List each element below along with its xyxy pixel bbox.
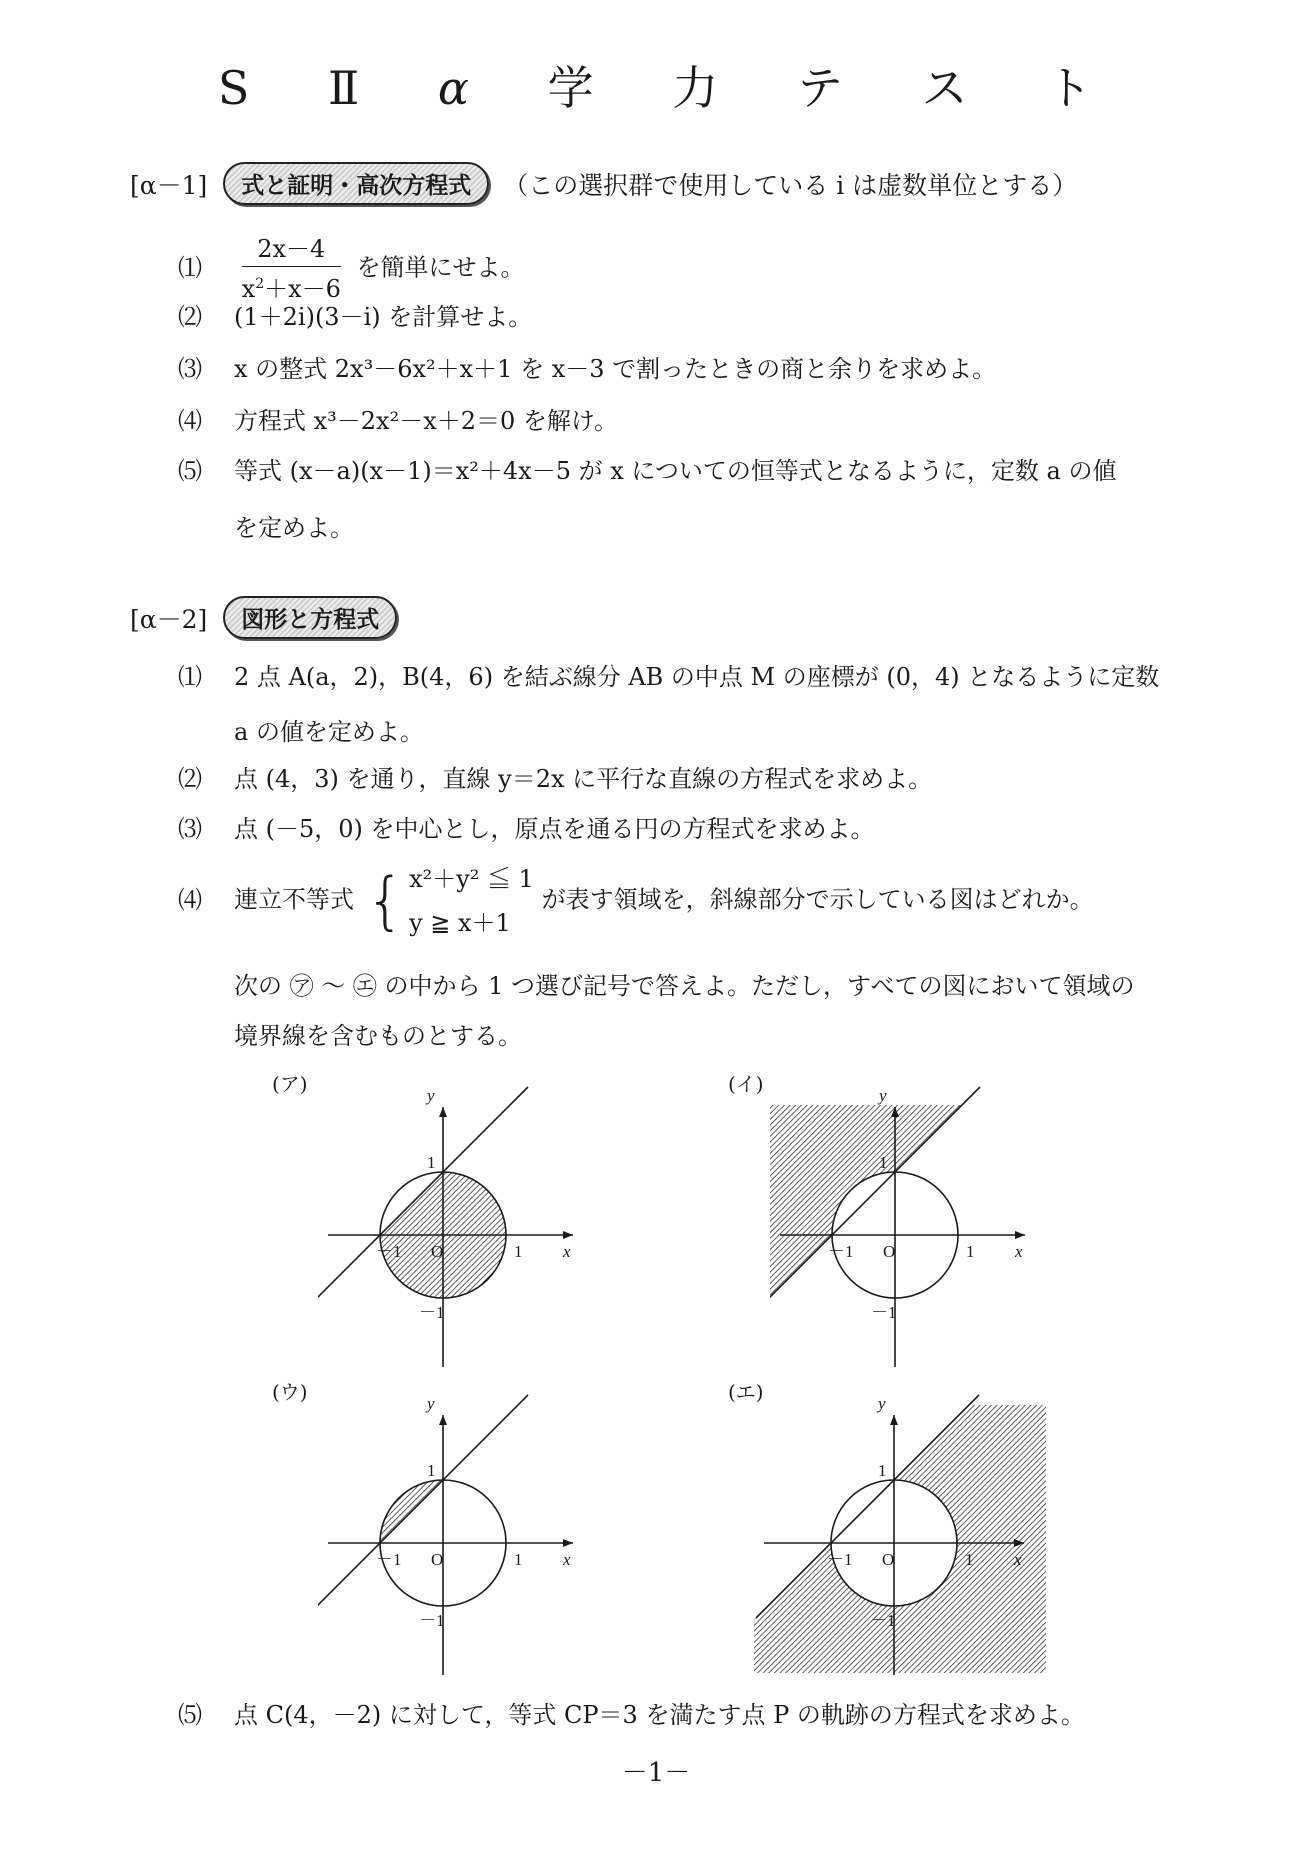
x-neg-one-label: －1 (828, 1242, 854, 1261)
question-2-5 (178, 1700, 1085, 1730)
question-text: (1＋2i)(3－i) を計算せよ。 (234, 303, 533, 331)
question-number: ⑸ (178, 1701, 202, 1729)
origin-label: O (883, 1242, 896, 1261)
question-2-1 (178, 662, 1159, 692)
question-number: ⑸ (178, 457, 202, 485)
y-axis-label: y (427, 1394, 435, 1413)
question-number: ⑶ (178, 815, 202, 843)
question-text: 等式 (x－a)(x－1)＝x²＋4x－5 が x についての恒等式となるように，定数 a の値 (234, 457, 1117, 485)
question-post: が表す領域を，斜線部分で示している図はどれか。 (541, 885, 1094, 914)
x-axis-label: x (1015, 1242, 1023, 1261)
section-header (130, 596, 397, 639)
title-char: テ (796, 61, 845, 115)
section-label: [α－1] (130, 170, 208, 200)
section-badge: 図形と方程式 (223, 596, 397, 639)
y-neg-one-label: －1 (871, 1303, 897, 1322)
x-one-label: 1 (965, 1550, 974, 1569)
x-axis-label: x (1014, 1550, 1022, 1569)
question-number: ⑶ (178, 355, 202, 383)
figure-label: (エ) (728, 1380, 764, 1404)
denominator-part: ＋x－6 (264, 275, 341, 303)
y-axis-arrow (439, 1107, 447, 1117)
figure-label: (ア) (272, 1072, 308, 1096)
inequality-line: y ≧ x＋1 (409, 909, 511, 937)
section-note: （この選択群で使用している i は虚数単位とする） (503, 170, 1078, 200)
denominator-exponent: 2 (255, 276, 265, 292)
question-continuation: a の値を定めよ。 (234, 718, 424, 746)
question-1-4 (178, 406, 618, 436)
question-text: を簡単にせよ。 (356, 253, 525, 282)
y-axis-arrow (439, 1415, 447, 1425)
question-text: 点 C(4，－2) に対して，等式 CP＝3 を満たす点 P の軌跡の方程式を求めよ。 (234, 1701, 1085, 1729)
fraction (242, 234, 341, 304)
title-char: ト (1046, 61, 1095, 115)
x-neg-one-label: －1 (376, 1242, 402, 1261)
x-axis-arrow (563, 1539, 573, 1547)
question-text: 方程式 x³－2x²－x＋2＝0 を解け。 (234, 407, 618, 435)
title-char: 力 (672, 61, 721, 115)
x-axis-label: x (563, 1550, 571, 1569)
y-axis-label: y (879, 1086, 887, 1105)
denominator (242, 267, 341, 304)
question-continuation: を定めよ。 (234, 514, 354, 542)
origin-label: O (431, 1242, 444, 1261)
section-badge: 式と証明・高次方程式 (223, 162, 489, 205)
title-char: S (217, 61, 252, 115)
y-axis-label: y (878, 1394, 886, 1413)
title-char: 学 (547, 61, 596, 115)
numerator: 2x－4 (242, 234, 341, 267)
brace: { (365, 864, 406, 937)
x-neg-one-label: －1 (827, 1550, 853, 1569)
denominator-part: x (241, 275, 256, 303)
y-neg-one-label: －1 (419, 1303, 445, 1322)
y-axis-arrow (890, 1415, 898, 1425)
question-number: ⑵ (178, 303, 202, 331)
y-neg-one-label: －1 (419, 1611, 445, 1630)
inequality-system (362, 864, 534, 938)
figure-e-graph (754, 1393, 1054, 1683)
question-1-2 (178, 302, 532, 332)
question-number: ⑷ (178, 407, 202, 435)
figure-label: (ウ) (272, 1380, 308, 1404)
question-2-4 (178, 864, 1094, 938)
page-title (0, 52, 1312, 118)
x-one-label: 1 (966, 1242, 975, 1261)
question-continuation: 次の ㋐ ～ ㋓ の中から 1 つ選び記号で答えよ。ただし，すべての図において領域の (234, 972, 1135, 1000)
x-one-label: 1 (514, 1242, 523, 1261)
x-axis-arrow (1015, 1231, 1025, 1239)
figure-u-graph (318, 1393, 588, 1683)
question-text: 2 点 A(a，2)，B(4，6) を結ぶ線分 AB の中点 M の座標が (0，4) となるように定数 (234, 663, 1160, 691)
inequality-line: x²＋y² ≦ 1 (409, 865, 534, 893)
origin-label: O (882, 1550, 895, 1569)
question-text: 点 (－5，0) を中心とし，原点を通る円の方程式を求めよ。 (234, 815, 875, 843)
title-char: α (437, 61, 471, 115)
question-1-5 (178, 456, 1116, 486)
question-number: ⑷ (178, 885, 202, 914)
y-one-label: 1 (879, 1153, 888, 1172)
y-one-label: 1 (427, 1461, 436, 1480)
question-text: x の整式 2x³－6x²＋x＋1 を x－3 で割ったときの商と余りを求めよ。 (234, 355, 997, 383)
system-lines (409, 864, 534, 938)
x-axis-label: x (563, 1242, 571, 1261)
question-number: ⑴ (178, 663, 202, 691)
question-2-2 (178, 764, 932, 794)
line-y-eq-x-plus-1 (318, 1395, 528, 1618)
question-1-3 (178, 354, 996, 384)
y-one-label: 1 (878, 1461, 887, 1480)
figure-label: (イ) (728, 1072, 764, 1096)
x-one-label: 1 (514, 1550, 523, 1569)
section-label: [α－2] (130, 604, 208, 634)
x-neg-one-label: －1 (376, 1550, 402, 1569)
figure-i-graph (770, 1085, 1040, 1375)
question-text: 点 (4，3) を通り，直線 y＝2x に平行な直線の方程式を求めよ。 (234, 765, 933, 793)
x-axis-arrow (563, 1231, 573, 1239)
question-pre: 連立不等式 (234, 885, 354, 914)
y-axis-label: y (427, 1086, 435, 1105)
question-number: ⑴ (178, 253, 202, 282)
y-one-label: 1 (427, 1153, 436, 1172)
question-number: ⑵ (178, 765, 202, 793)
origin-label: O (431, 1550, 444, 1569)
question-continuation: 境界線を含むものとする。 (234, 1022, 522, 1050)
title-char: ス (921, 61, 970, 115)
page-number: －1－ (621, 1758, 691, 1788)
y-neg-one-label: －1 (870, 1611, 896, 1630)
section-header (130, 162, 1077, 205)
question-2-3 (178, 814, 875, 844)
figure-a-graph (318, 1085, 588, 1375)
question-1-1 (178, 234, 525, 304)
title-char: Ⅱ (328, 61, 362, 115)
